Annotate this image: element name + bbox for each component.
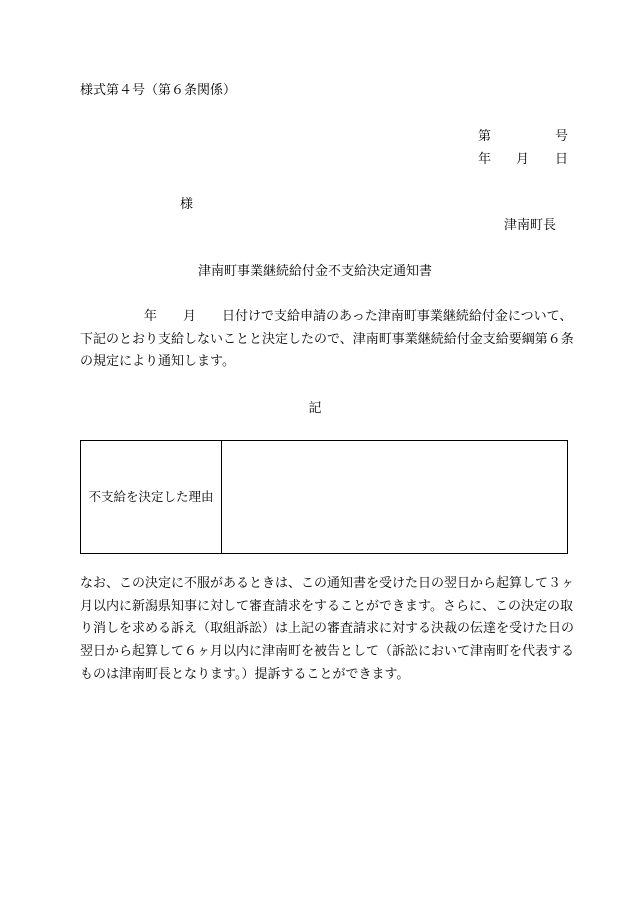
body-month: 月 [183, 309, 197, 324]
reason-table [80, 440, 568, 554]
date-month: 月 [516, 152, 530, 167]
body-line-2: 下記のとおり支給しないことと決定したので、津南町事業継続給付金支給要綱第６条 [80, 331, 574, 347]
ref-dai: 第 [478, 129, 492, 144]
ki-heading: 記 [308, 401, 322, 416]
body-rest: 日付けで支給申請のあった津南町事業継続給付金について、 [222, 309, 573, 324]
ref-go: 号 [554, 129, 568, 144]
date-year: 年 [478, 152, 492, 167]
body-line-3: の規定により通知します。 [80, 354, 235, 369]
notice-line-4: 翌日から起算して６ヶ月以内に津南町を被告として（訴訟において津南町を代表する [80, 644, 575, 660]
notice-paragraph [80, 573, 575, 687]
form-number: 様式第４号（第６条関係） [80, 83, 237, 98]
issuer: 津南町長 [504, 218, 557, 233]
addressee: 様 [180, 197, 194, 212]
notice-line-1: なお、この決定に不服があるときは、この通知書を受けた日の翌日から起算して３ヶ [80, 576, 575, 591]
reason-label: 不支給を決定した理由 [81, 441, 222, 554]
body-year: 年 [144, 309, 158, 324]
body-paragraph [80, 306, 574, 374]
date-day: 日 [554, 152, 568, 167]
notice-line-5: ものは津南町長となります。）提訴することができます。 [80, 666, 410, 682]
notice-line-2: 月以内に新潟県知事に対して審査請求をすることができます。さらに、この決定の取 [80, 598, 573, 614]
notice-line-3: り消しを求める訴え（取組訴訟）は上記の審査請求に対する決裁の伝達を受けた日の [80, 621, 575, 637]
document-title: 津南町事業継続給付金不支給決定通知書 [197, 264, 432, 279]
body-line-1 [80, 306, 573, 329]
reason-value[interactable] [222, 441, 568, 554]
